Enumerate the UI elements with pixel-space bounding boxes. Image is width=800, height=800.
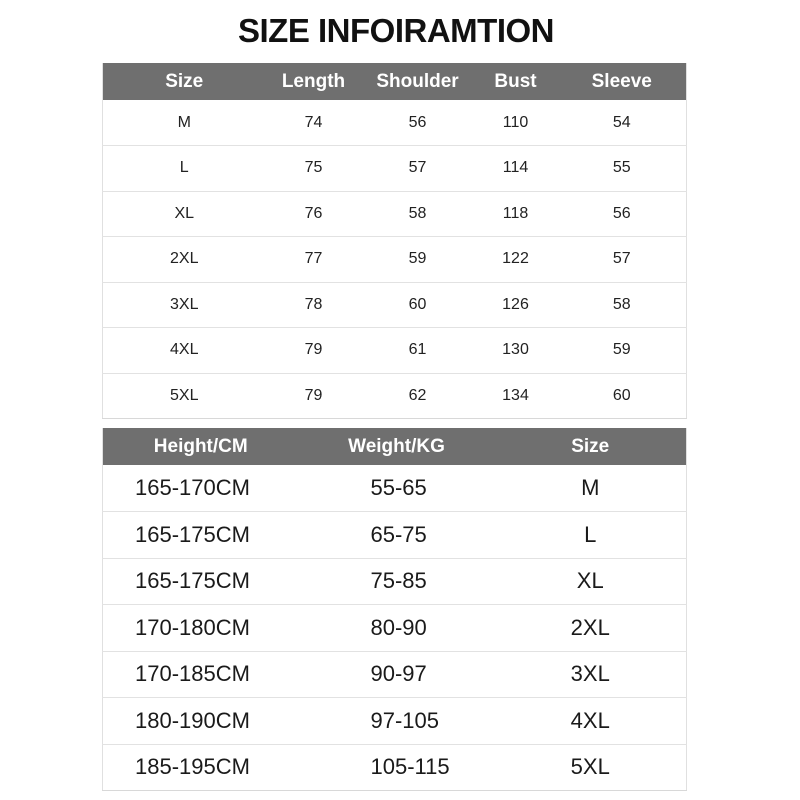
cell-length: 75 (266, 146, 362, 192)
cell-height: 165-175CM (103, 558, 299, 605)
header-length: Length (266, 63, 362, 100)
cell-height: 185-195CM (103, 744, 299, 791)
table-row (103, 237, 687, 283)
table-row (103, 146, 687, 192)
cell-size: M (495, 465, 687, 512)
cell-size: 3XL (103, 282, 266, 328)
table-row (103, 282, 687, 328)
cell-bust: 122 (474, 237, 558, 283)
cell-length: 78 (266, 282, 362, 328)
cell-sleeve: 58 (558, 282, 687, 328)
cell-weight: 105-115 (299, 744, 495, 791)
cell-bust: 130 (474, 328, 558, 374)
header-size: Size (103, 63, 266, 100)
cell-height: 165-175CM (103, 512, 299, 559)
table-row (103, 558, 687, 605)
cell-shoulder: 60 (362, 282, 474, 328)
cell-bust: 110 (474, 100, 558, 146)
cell-shoulder: 57 (362, 146, 474, 192)
cell-length: 76 (266, 191, 362, 237)
cell-size: L (103, 146, 266, 192)
cell-bust: 134 (474, 373, 558, 419)
cell-bust: 118 (474, 191, 558, 237)
table-row (103, 328, 687, 374)
table-row (103, 651, 687, 698)
cell-length: 77 (266, 237, 362, 283)
cell-weight: 90-97 (299, 651, 495, 698)
cell-height: 170-180CM (103, 605, 299, 652)
cell-shoulder: 61 (362, 328, 474, 374)
cell-height: 180-190CM (103, 698, 299, 745)
cell-size: 4XL (495, 698, 687, 745)
cell-sleeve: 57 (558, 237, 687, 283)
table-row (103, 465, 687, 512)
cell-bust: 126 (474, 282, 558, 328)
table-row (103, 373, 687, 419)
cell-weight: 97-105 (299, 698, 495, 745)
cell-shoulder: 62 (362, 373, 474, 419)
header-bust: Bust (474, 63, 558, 100)
cell-shoulder: 58 (362, 191, 474, 237)
cell-size: 5XL (495, 744, 687, 791)
cell-sleeve: 54 (558, 100, 687, 146)
cell-shoulder: 56 (362, 100, 474, 146)
cell-sleeve: 59 (558, 328, 687, 374)
cell-size: 5XL (103, 373, 266, 419)
header-sleeve: Sleeve (558, 63, 687, 100)
table-header-row (103, 428, 687, 465)
table-row (103, 744, 687, 791)
cell-size: 2XL (103, 237, 266, 283)
header-size: Size (495, 428, 687, 465)
header-shoulder: Shoulder (362, 63, 474, 100)
cell-size: XL (495, 558, 687, 605)
table-header-row (103, 63, 687, 100)
table-row (103, 512, 687, 559)
table-row (103, 100, 687, 146)
cell-size: XL (103, 191, 266, 237)
size-recommendation-table (102, 428, 687, 791)
cell-length: 79 (266, 328, 362, 374)
cell-weight: 55-65 (299, 465, 495, 512)
cell-size: 2XL (495, 605, 687, 652)
table-row (103, 698, 687, 745)
cell-sleeve: 60 (558, 373, 687, 419)
cell-weight: 65-75 (299, 512, 495, 559)
cell-weight: 80-90 (299, 605, 495, 652)
header-weight: Weight/KG (299, 428, 495, 465)
cell-size: M (103, 100, 266, 146)
cell-weight: 75-85 (299, 558, 495, 605)
table-row (103, 191, 687, 237)
cell-size: 3XL (495, 651, 687, 698)
table-row (103, 605, 687, 652)
cell-height: 165-170CM (103, 465, 299, 512)
cell-size: L (495, 512, 687, 559)
cell-sleeve: 55 (558, 146, 687, 192)
cell-length: 74 (266, 100, 362, 146)
cell-bust: 114 (474, 146, 558, 192)
cell-length: 79 (266, 373, 362, 419)
cell-shoulder: 59 (362, 237, 474, 283)
cell-size: 4XL (103, 328, 266, 374)
garment-measurement-table (102, 63, 687, 419)
cell-sleeve: 56 (558, 191, 687, 237)
cell-height: 170-185CM (103, 651, 299, 698)
page-title: SIZE INFOIRAMTION (238, 12, 554, 49)
header-height: Height/CM (103, 428, 299, 465)
